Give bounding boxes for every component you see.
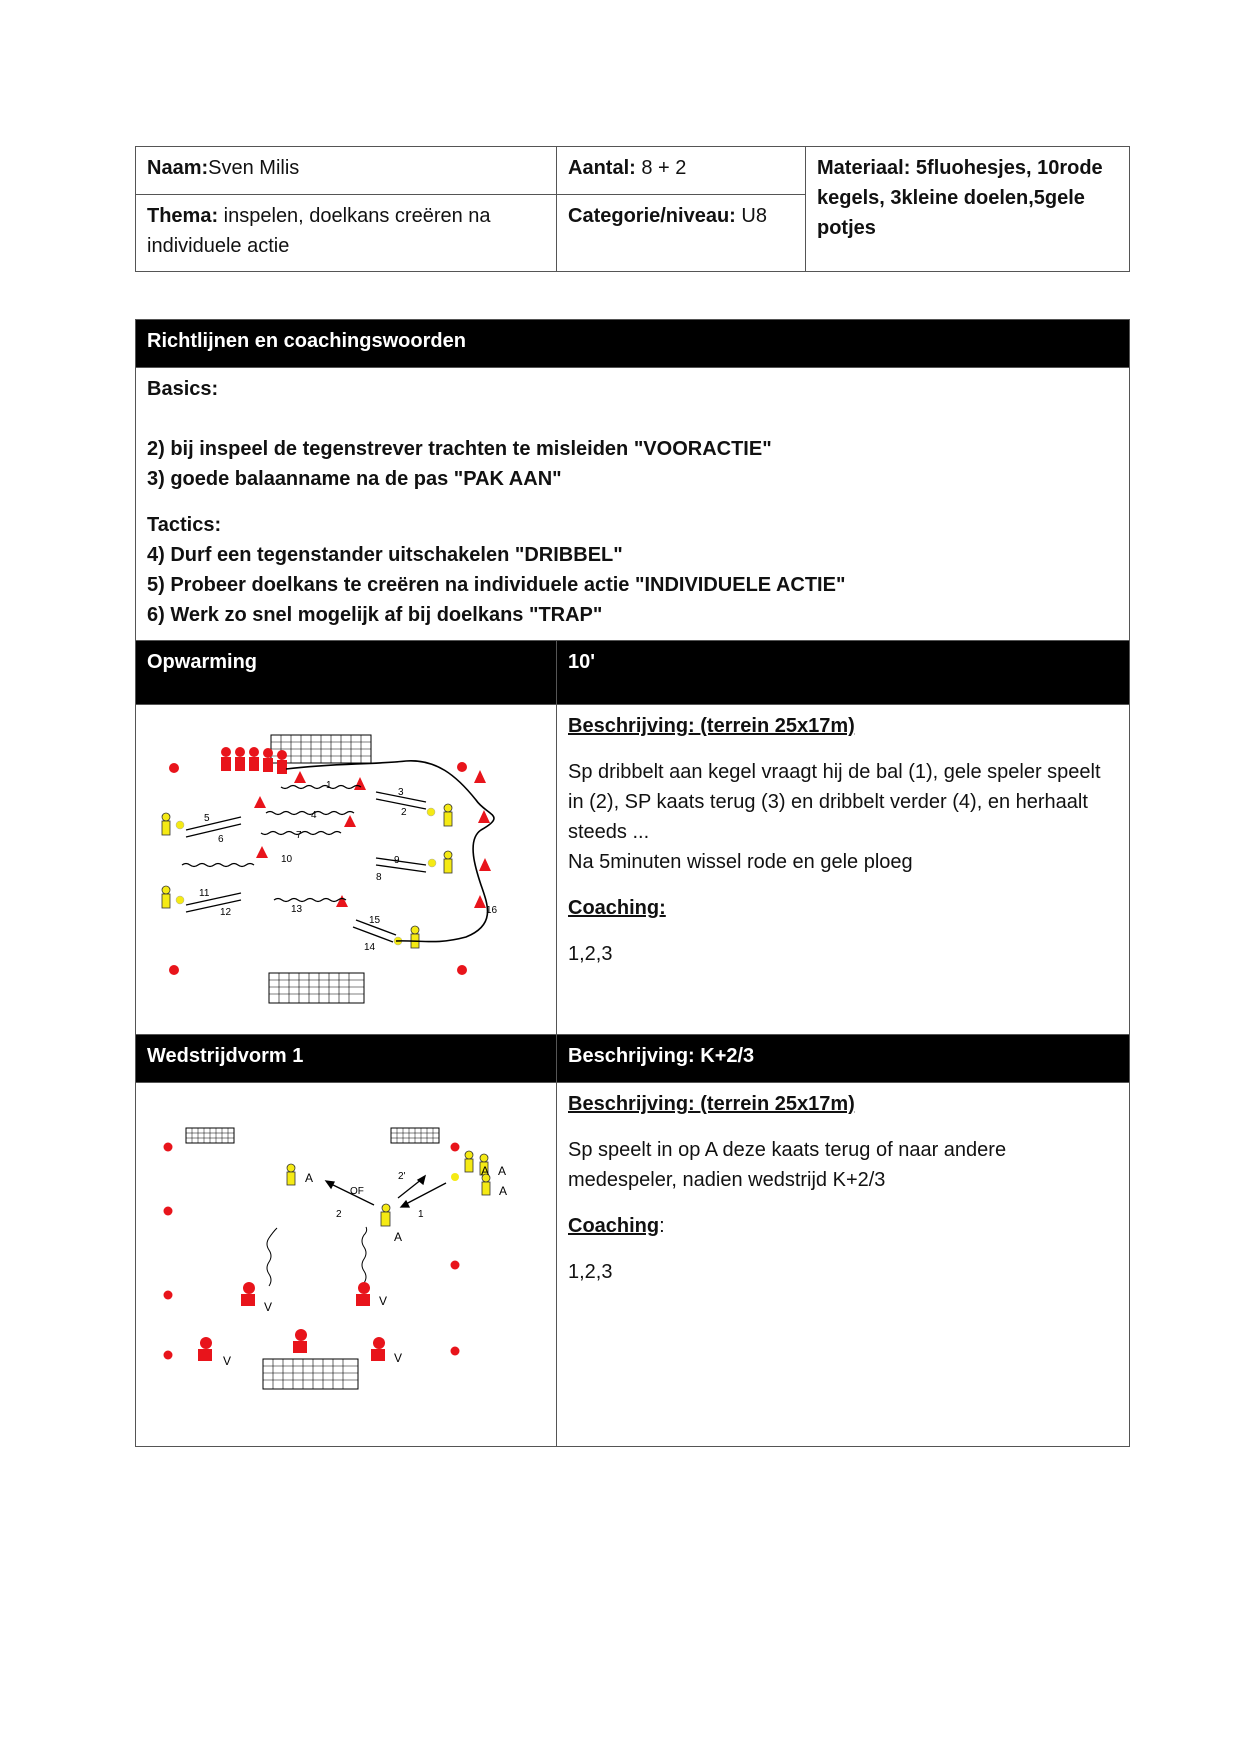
svg-text:4: 4 [311, 810, 317, 821]
thema-label: Thema: [147, 205, 219, 227]
svg-text:11: 11 [199, 888, 210, 899]
pass-arrows [326, 1176, 446, 1207]
warmup-desc-line: Sp dribbelt aan kegel vraagt hij de bal (1), gele speler speelt in (2), SP kaats terug (3) en dribbelt verder (4), en herhaalt steeds ... [568, 761, 1101, 843]
warmup-duration-cell [557, 641, 1130, 705]
corner-marker-icon [169, 965, 179, 975]
tactics-item: 5) Probeer doelkans te creëren na individuele actie "INDIVIDUELE ACTIE" [147, 574, 846, 596]
svg-text:2: 2 [401, 807, 407, 818]
thema-value: inspelen, doelkans creëren na individuele actie [147, 205, 491, 257]
guidelines-header [136, 320, 1130, 368]
svg-text:A: A [305, 1171, 314, 1185]
training-table [135, 319, 1130, 1447]
svg-text:9: 9 [394, 855, 400, 866]
aantal-label: Aantal: [568, 157, 636, 179]
basics-item: 2) bij inspeel de tegenstrever trachten te misleiden "VOORACTIE" [147, 438, 772, 460]
warmup-desc-title: Beschrijving: (terrein 25x17m) [568, 715, 855, 737]
goal-icon [263, 1359, 358, 1389]
svg-text:2: 2 [336, 1209, 342, 1220]
match1-header [136, 1035, 557, 1083]
materiaal-cell [806, 147, 1130, 272]
match1-desc-title: Beschrijving [568, 1093, 689, 1115]
match1-coaching-title: Coaching [568, 1215, 660, 1237]
svg-text:V: V [264, 1300, 273, 1314]
svg-text:7: 7 [296, 830, 302, 841]
goal-icon [271, 735, 371, 763]
svg-text:6: 6 [218, 834, 224, 845]
svg-text:3: 3 [398, 787, 404, 798]
match1-coaching-colon: : [659, 1215, 665, 1237]
naam-label: Naam: [147, 157, 209, 179]
match1-coaching: 1,2,3 [568, 1261, 613, 1283]
goal-icon [186, 1128, 234, 1143]
svg-text:12: 12 [220, 907, 232, 918]
header-table [135, 146, 1130, 272]
tactics-item: 4) Durf een tegenstander uitschakelen "DRIBBEL" [147, 544, 623, 566]
warmup-diagram-cell [136, 705, 557, 1035]
basics-item: 3) goede balaanname na de pas "PAK AAN" [147, 468, 562, 490]
aantal-value: 8 + 2 [635, 157, 687, 179]
ball-icon [451, 1173, 459, 1181]
categorie-cell [557, 195, 806, 272]
svg-text:8: 8 [376, 872, 382, 883]
warmup-diagram [136, 705, 556, 1025]
warmup-description-cell [557, 705, 1130, 1035]
svg-text:A: A [499, 1184, 508, 1198]
red-players-icon [198, 1282, 388, 1361]
warmup-title: Opwarming [147, 651, 258, 673]
svg-text:A: A [481, 1164, 490, 1178]
match1-header-desc: Beschrijving: K+2/3 [568, 1045, 755, 1067]
naam-cell [136, 147, 557, 195]
warmup-duration: 10' [568, 651, 596, 673]
dribble-lines [267, 1227, 367, 1286]
diagram-labels [223, 1164, 507, 1368]
svg-text:OF: OF [350, 1186, 364, 1197]
basics-title: Basics: [147, 378, 219, 400]
match1-description-cell [557, 1083, 1130, 1447]
svg-text:A: A [498, 1164, 507, 1178]
ball-icon [176, 808, 436, 945]
svg-text:A: A [394, 1230, 403, 1244]
warmup-header [136, 641, 557, 705]
svg-text:14: 14 [364, 942, 376, 953]
aantal-cell [557, 147, 806, 195]
naam-value: Sven Milis [208, 157, 300, 179]
svg-text:15: 15 [369, 915, 381, 926]
pass-arrows [186, 792, 426, 942]
categorie-label: Categorie/niveau: [568, 205, 736, 227]
yellow-players-icon [287, 1151, 490, 1226]
svg-text:V: V [394, 1351, 403, 1365]
svg-text:V: V [379, 1294, 388, 1308]
svg-text:10: 10 [281, 854, 293, 865]
warmup-coaching: 1,2,3 [568, 943, 613, 965]
match1-title: Wedstrijdvorm 1 [147, 1045, 304, 1067]
goal-icon [269, 973, 364, 1003]
svg-text:16: 16 [486, 905, 498, 916]
match1-header-desc-cell [557, 1035, 1130, 1083]
categorie-value: U8 [735, 205, 767, 227]
guidelines-body [136, 368, 1130, 641]
match1-diagram [136, 1083, 556, 1437]
svg-text:1: 1 [418, 1209, 424, 1220]
tactics-title: Tactics: [147, 514, 222, 536]
svg-text:5: 5 [204, 813, 210, 824]
cone-icon [254, 770, 491, 908]
corner-marker-icon [169, 763, 179, 773]
dribble-lines [182, 786, 361, 902]
warmup-desc-line: Na 5minuten wissel rode en gele ploeg [568, 851, 913, 873]
thema-cell [136, 195, 557, 272]
match1-diagram-cell [136, 1083, 557, 1447]
match1-desc: Sp speelt in op A deze kaats terug of naar andere medespeler, nadien wedstrijd K+2/3 [568, 1139, 1007, 1191]
guidelines-title: Richtlijnen en coachingswoorden [147, 330, 466, 352]
corner-marker-icon [457, 965, 467, 975]
match1-desc-title-rest: : (terrein 25x17m) [688, 1093, 855, 1115]
svg-text:13: 13 [291, 904, 303, 915]
svg-text:1: 1 [326, 780, 332, 791]
tactics-item: 6) Werk zo snel mogelijk af bij doelkans "TRAP" [147, 604, 603, 626]
svg-text:2': 2' [398, 1171, 406, 1182]
warmup-coaching-title: Coaching: [568, 897, 666, 919]
corner-marker-icon [457, 762, 467, 772]
materiaal-text: Materiaal: 5fluohesjes, 10rode kegels, 3kleine doelen,5gele potjes [817, 157, 1103, 239]
goal-icon [391, 1128, 439, 1143]
svg-text:V: V [223, 1354, 232, 1368]
